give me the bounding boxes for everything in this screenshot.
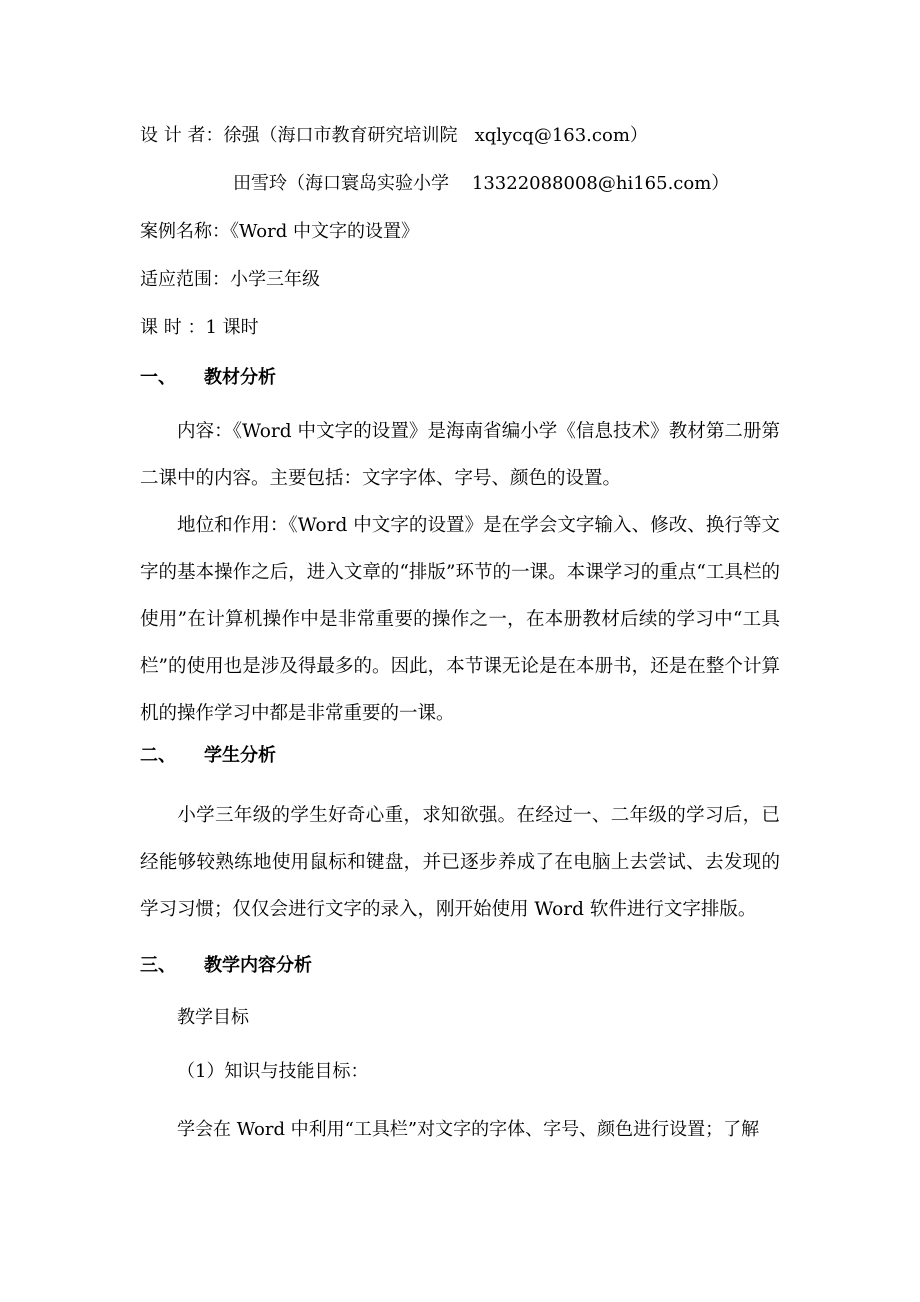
designer-line xyxy=(0,124,920,148)
goal1-heading-text: （1）知识与技能目标： xyxy=(177,1061,369,1082)
goal1-heading xyxy=(0,1060,920,1084)
paragraph-text: 小学三年级的学生好奇心重，求知欲强。在经过一、二年级的学习后，已经能够较熟练地使用鼠标和键盘，并已逐步养成了在电脑上去尝试、去发现的学习习惯；仅仅会进行文字的录入，刚开始使用 Word 软件进行文字排版。 xyxy=(140,805,780,920)
section-heading-1 xyxy=(0,366,920,390)
scope-label: 适应范围： xyxy=(140,269,230,290)
case-name: 《Word 中文字的设置》 xyxy=(230,221,419,242)
paragraph-text: 内容：《Word 中文字的设置》是海南省编小学《信息技术》教材第二册第二课中的内容。主要包括：文字字体、字号、颜色的设置。 xyxy=(140,421,780,489)
case-name-line xyxy=(0,220,920,244)
paragraph-student xyxy=(140,792,780,933)
section-heading-3 xyxy=(0,954,920,978)
designer-2: 田雪玲（海口寰岛实验小学 13322088008@hi165.com） xyxy=(233,173,730,194)
section-heading-2 xyxy=(0,744,920,768)
scope-line xyxy=(0,268,920,292)
section-number: 三、 xyxy=(140,955,176,976)
period-label: 课 时 ： xyxy=(140,317,206,338)
section-title: 教学内容分析 xyxy=(204,955,312,976)
scope-value: 小学三年级 xyxy=(230,269,320,290)
section-title: 学生分析 xyxy=(204,745,276,766)
section-title: 教材分析 xyxy=(204,367,276,388)
goal-heading xyxy=(0,1006,920,1030)
goal-heading-text: 教学目标 xyxy=(177,1007,249,1028)
designer-label: 设 计 者： xyxy=(140,125,224,146)
section-number: 一、 xyxy=(140,367,176,388)
period-value: 1 课时 xyxy=(205,317,259,338)
paragraph-content xyxy=(140,408,780,502)
period-line xyxy=(0,316,920,340)
case-label: 案例名称： xyxy=(140,221,230,242)
goal1-text-content: 学会在 Word 中利用“工具栏”对文字的字体、字号、颜色进行设置；了解 xyxy=(177,1119,760,1140)
section-number: 二、 xyxy=(140,745,176,766)
designer-2-line xyxy=(0,172,920,196)
paragraph-role xyxy=(140,502,780,737)
goal1-text xyxy=(0,1118,920,1142)
designer-1: 徐强（海口市教育研究培训院 xqlycq@163.com） xyxy=(223,125,648,146)
paragraph-text: 地位和作用：《Word 中文字的设置》是在学会文字输入、修改、换行等文字的基本操作之后，进入文章的“排版”环节的一课。本课学习的重点“工具栏的使用”在计算机操作中是非常重要的操作之一，在本册教材后续的学习中“工具栏”的使用也是涉及得最多的。因此，本节课无论是在本册书，还是在整个计算机的操作学习中都是非常重要的一课。 xyxy=(140,515,780,724)
